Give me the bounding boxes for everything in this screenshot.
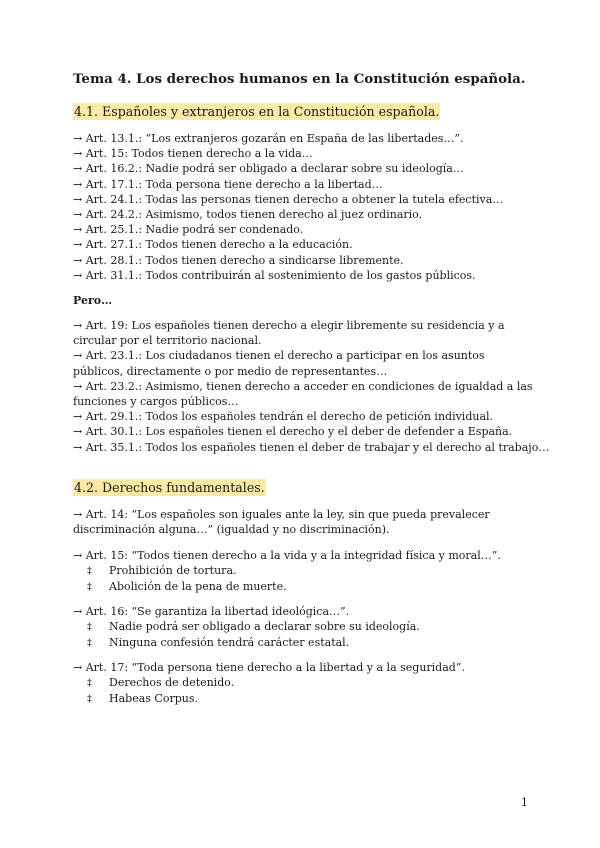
pero-label: Pero…: [73, 294, 113, 307]
sub-item: ‡ Prohibición de tortura.: [73, 563, 535, 579]
sub-item: ‡ Abolición de la pena de muerte.: [73, 579, 535, 595]
list-item: → Art. 30.1.: Los españoles tienen el derecho y el deber de defender a España.: [73, 425, 513, 439]
bullet-icon: ‡: [87, 694, 92, 706]
page-number: 1: [521, 796, 528, 809]
list-item: → Art. 29.1.: Todos los españoles tendrán el derecho de petición individual.: [73, 410, 494, 424]
list-item: → Art. 27.1.: Todos tienen derecho a la educación.: [73, 238, 353, 252]
bullet-icon: ‡: [87, 582, 92, 594]
section-2-heading: 4.2. Derechos fundamentales.: [74, 480, 265, 495]
art-14-paragraph: → Art. 14: “Los españoles son iguales ante la ley, sin que pueda prevalecer discriminación alguna…” (igualdad y no discriminación).: [73, 508, 490, 537]
list-item: → Art. 23.1.: Los ciudadanos tienen el derecho a participar en los asuntos públicos, directamente o por medio de representantes…: [73, 349, 485, 378]
list-item: → Art. 28.1.: Todos tienen derecho a sindicarse libremente.: [73, 253, 404, 267]
art-17-text: → Art. 17: “Toda persona tiene derecho a la libertad y a la seguridad”.: [73, 661, 465, 674]
art-15-block: [73, 548, 535, 596]
bullet-icon: ‡: [87, 566, 92, 578]
list-item: → Art. 15: Todos tienen derecho a la vida…: [73, 147, 313, 161]
sub-item: ‡ Derechos de detenido.: [73, 675, 535, 691]
list-item: → Art. 35.1.: Todos los españoles tienen el deber de trabajar y el derecho al trabajo…: [73, 440, 550, 454]
list-item: → Art. 13.1.: “Los extranjeros gozarán en España de las libertades…”.: [73, 132, 464, 145]
list-item: → Art. 31.1.: Todos contribuirán al sostenimiento de los gastos públicos.: [73, 268, 476, 282]
art-16-text: → Art. 16: “Se garantiza la libertad ideológica…”.: [73, 605, 350, 618]
bullet-icon: ‡: [87, 622, 92, 634]
list-item: → Art. 16.2.: Nadie podrá ser obligado a declarar sobre su ideología…: [73, 162, 464, 176]
list-item: → Art. 23.2.: Asimismo, tienen derecho a acceder en condiciones de igualdad a las funciones y cargos públicos…: [73, 379, 533, 409]
sub-item: ‡ Nadie podrá ser obligado a declarar sobre su ideología.: [73, 619, 535, 635]
list-item: → Art. 17.1.: Toda persona tiene derecho a la libertad…: [73, 177, 383, 191]
list-item: → Art. 19: Los españoles tienen derecho a elegir libremente su residencia y a circular por el territorio nacional.: [73, 319, 505, 348]
list-item: → Art. 24.1.: Todas las personas tienen derecho a obtener la tutela efectiva…: [73, 192, 504, 206]
page-title: Tema 4. Los derechos humanos en la Constitución española.: [73, 71, 526, 87]
list-item: → Art. 25.1.: Nadie podrá ser condenado.: [73, 223, 304, 237]
sub-item: ‡ Ninguna confesión tendrá carácter estatal.: [73, 635, 535, 651]
art-17-block: [73, 660, 535, 708]
section-1-heading: 4.1. Españoles y extranjeros en la Constitución española.: [74, 104, 440, 119]
sub-item: ‡ Habeas Corpus.: [73, 691, 535, 707]
bullet-icon: ‡: [87, 638, 92, 650]
section-1-list: [73, 131, 535, 283]
list-item: → Art. 24.2.: Asimismo, todos tienen derecho al juez ordinario.: [73, 208, 423, 222]
art-16-block: [73, 604, 535, 652]
art-15-text: → Art. 15: “Todos tienen derecho a la vida y a la integridad física y moral…”.: [73, 549, 501, 562]
bullet-icon: ‡: [87, 678, 92, 690]
pero-list: [73, 318, 550, 455]
